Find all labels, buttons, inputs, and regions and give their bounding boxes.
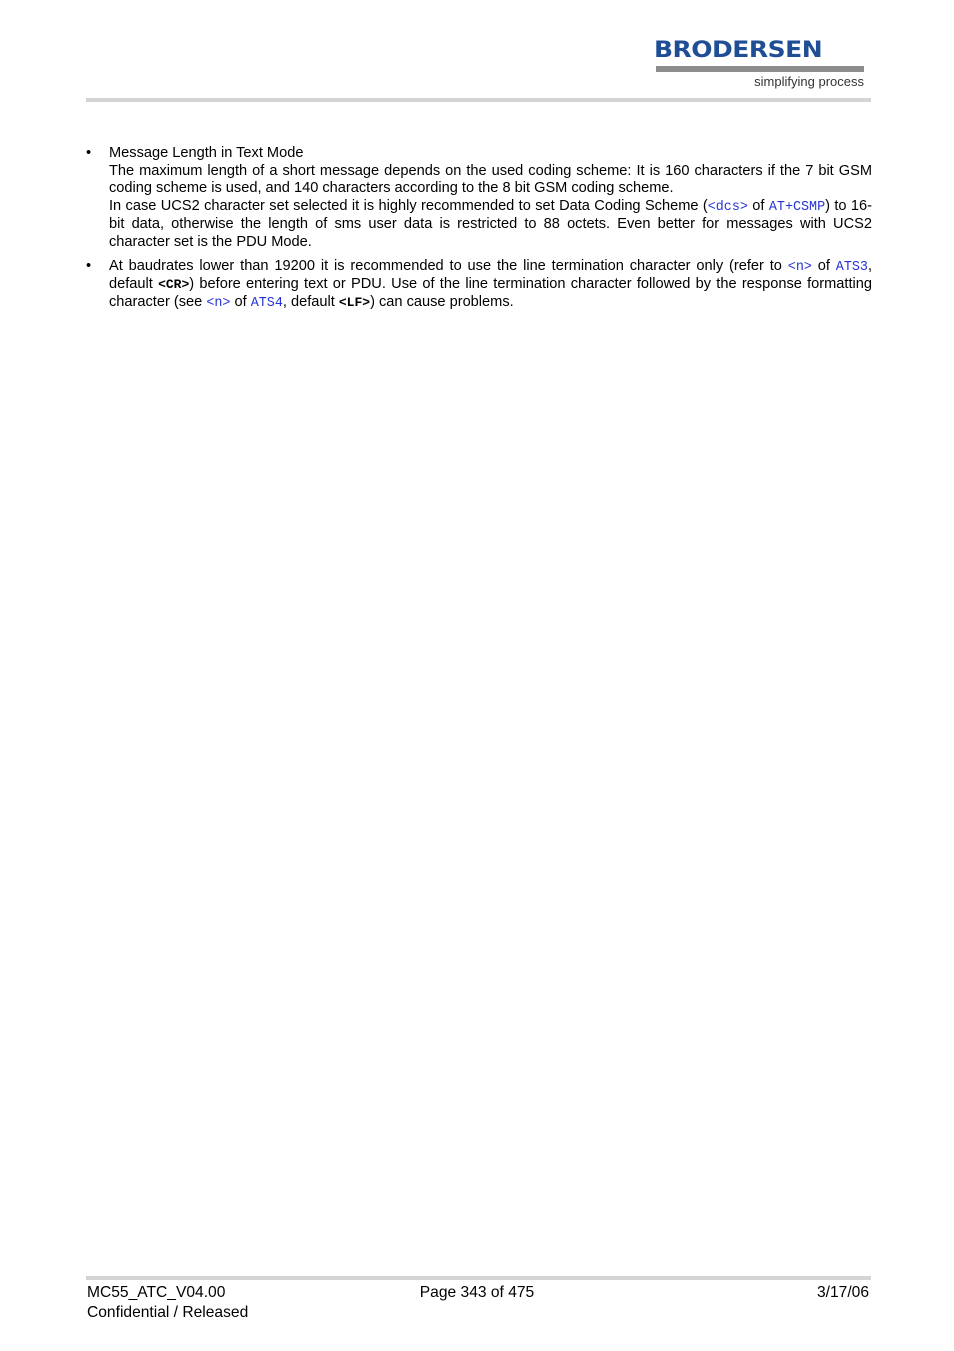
header-rule — [86, 98, 871, 102]
brodersen-logo — [654, 38, 866, 94]
footer-doc-id: MC55_ATC_V04.00 — [87, 1284, 226, 1301]
footer-page-number: Page 343 of 475 — [419, 1284, 535, 1301]
message-length-text: The maximum length of a short message depends on the used coding scheme: It is 160 characters if the 7 bit GSM coding scheme is used, and 140 characters according to the 8 bit GSM coding scheme. — [109, 162, 872, 197]
logo-wordmark: BRODERSEN — [654, 36, 823, 63]
footer-date: 3/17/06 — [816, 1284, 869, 1301]
list-item-baudrates — [86, 258, 872, 313]
ats4-link[interactable]: ATS4 — [250, 295, 283, 311]
ucs2-paragraph: In case UCS2 character set selected it is highly recommended to set Data Coding Scheme (<dcs> of AT+CSMP) to 16-bit data, otherwise the length of sms user data is restricted to 88 octets. Even better for messages with UCS2 character set is the PDU Mode. — [109, 197, 873, 250]
cr-literal: <CR> — [158, 277, 190, 293]
n-parameter-link[interactable]: <n> — [787, 259, 812, 275]
ats3-link[interactable]: ATS3 — [835, 259, 868, 275]
footer-rule — [86, 1276, 871, 1280]
list-item-message-length — [86, 145, 872, 252]
lf-literal: <LF> — [338, 294, 371, 310]
message-length-heading: Message Length in Text Mode — [109, 145, 304, 161]
logo-tagline: simplifying process — [754, 74, 864, 89]
at-csmp-link[interactable]: AT+CSMP — [768, 199, 826, 215]
n-parameter-link-2[interactable]: <n> — [206, 295, 231, 311]
dcs-parameter-link[interactable]: <dcs> — [707, 199, 748, 215]
logo-bar — [656, 66, 864, 72]
baudrates-paragraph: At baudrates lower than 19200 it is recommended to use the line termination character only (refer to <n> of ATS3, default <CR>) before entering text or PDU. Use of the line termination character followed by the response formatting character (see <n> of ATS4, default <LF>) can cause problems. — [109, 257, 872, 311]
bullet-icon: • — [86, 257, 92, 274]
bullet-list — [86, 145, 872, 312]
footer-status: Confidential / Released — [87, 1304, 249, 1321]
bullet-icon: • — [86, 145, 92, 161]
page-content — [86, 145, 872, 318]
